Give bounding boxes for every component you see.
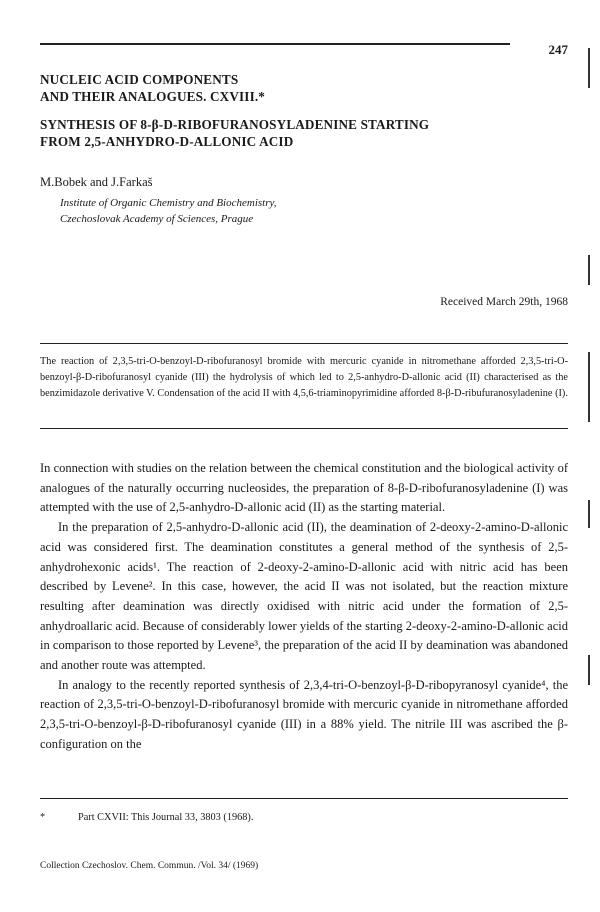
footnote-text: Part CXVII: This Journal 33, 3803 (1968). <box>78 812 254 823</box>
article-title-line2: FROM 2,5-ANHYDRO-D-ALLONIC ACID <box>40 134 294 149</box>
affiliation-line2: Czechoslovak Academy of Sciences, Prague <box>60 213 254 225</box>
footnote <box>40 812 253 823</box>
page-number: 247 <box>548 42 568 57</box>
authors: M.Bobek and J.Farkaš <box>40 175 153 189</box>
footnote-rule <box>40 798 568 799</box>
paragraph-1: In connection with studies on the relation between the chemical constitution and the biological activity of analogues of the naturally occurring nucleosides, the preparation of 8-β-D-ribofuranosyladenine (I) was attempted with the use of 2,5-anhydro-D-allonic acid (II) as the starting material. <box>40 461 568 515</box>
affiliation <box>60 195 277 227</box>
scan-margin-mark <box>588 255 590 285</box>
abstract-top-rule <box>40 343 568 344</box>
paragraph-3: In analogy to the recently reported synthesis of 2,3,4-tri-O-benzoyl-β-D-ribopyranosyl cyanide⁴, the reaction of 2,3,5-tri-O-benzoyl-D-ribofuranosyl bromide with mercuric cyanide in nitromethane afforded 2,3,5-tri-O-benzoyl-β-D-ribofuranosyl cyanide (III) in a 88% yield. The nitrile III was ascribed the β-configuration on the <box>40 677 568 751</box>
paragraph-2: In the preparation of 2,5-anhydro-D-allonic acid (II), the deamination of 2-deoxy-2-amino-D-allonic acid was considered first. The deamination constitutes a general method of the synthesis of 2,5-anhydrohexonic acids¹. The reaction of 2-deoxy-2-amino-D-allonic acid with nitric acid has been described by Levene². In this case, however, the acid II was not isolated, but the reaction mixture resulting after deamination was directly oxidised with nitric acid under the formation of 2,5-anhydroallaric acid. Because of considerably lower yields of the starting 2-deoxy-2-amino-D-allonic acid in comparison to those reported by Levene³, the preparation of the acid II by deamination was abandoned and another route was attempted. <box>40 520 568 673</box>
received-date: Received March 29th, 1968 <box>440 296 568 308</box>
scan-margin-mark <box>588 500 590 528</box>
footnote-mark: * <box>40 812 46 823</box>
top-rule <box>40 43 510 45</box>
scan-margin-mark <box>588 48 590 88</box>
body-text <box>40 459 568 755</box>
series-title-line2: AND THEIR ANALOGUES. CXVIII.* <box>40 89 266 104</box>
abstract: The reaction of 2,3,5-tri-O-benzoyl-D-ribofuranosyl bromide with mercuric cyanide in nitromethane afforded 2,3,5-tri-O-benzoyl-β-D-ribofuranosyl cyanide (III) the hydrolysis of which led to 2,5-anhydro-D-allonic acid (II) characterised as the benzimidazole derivative V. Condensation of the acid II with 4,5,6-triaminopyrimidine afforded 8-β-D-ribufuranosyladenine (I). <box>40 356 568 399</box>
scan-margin-mark <box>588 655 590 685</box>
abstract-bottom-rule <box>40 428 568 429</box>
article-title-line1: SYNTHESIS OF 8-β-D-RIBOFURANOSYLADENINE STARTING <box>40 117 430 132</box>
affiliation-line1: Institute of Organic Chemistry and Biochemistry, <box>60 197 277 209</box>
scan-margin-mark <box>588 352 590 422</box>
series-title-line1: NUCLEIC ACID COMPONENTS <box>40 72 239 87</box>
journal-footer: Collection Czechoslov. Chem. Commun. /Vol. 34/ (1969) <box>40 861 259 871</box>
